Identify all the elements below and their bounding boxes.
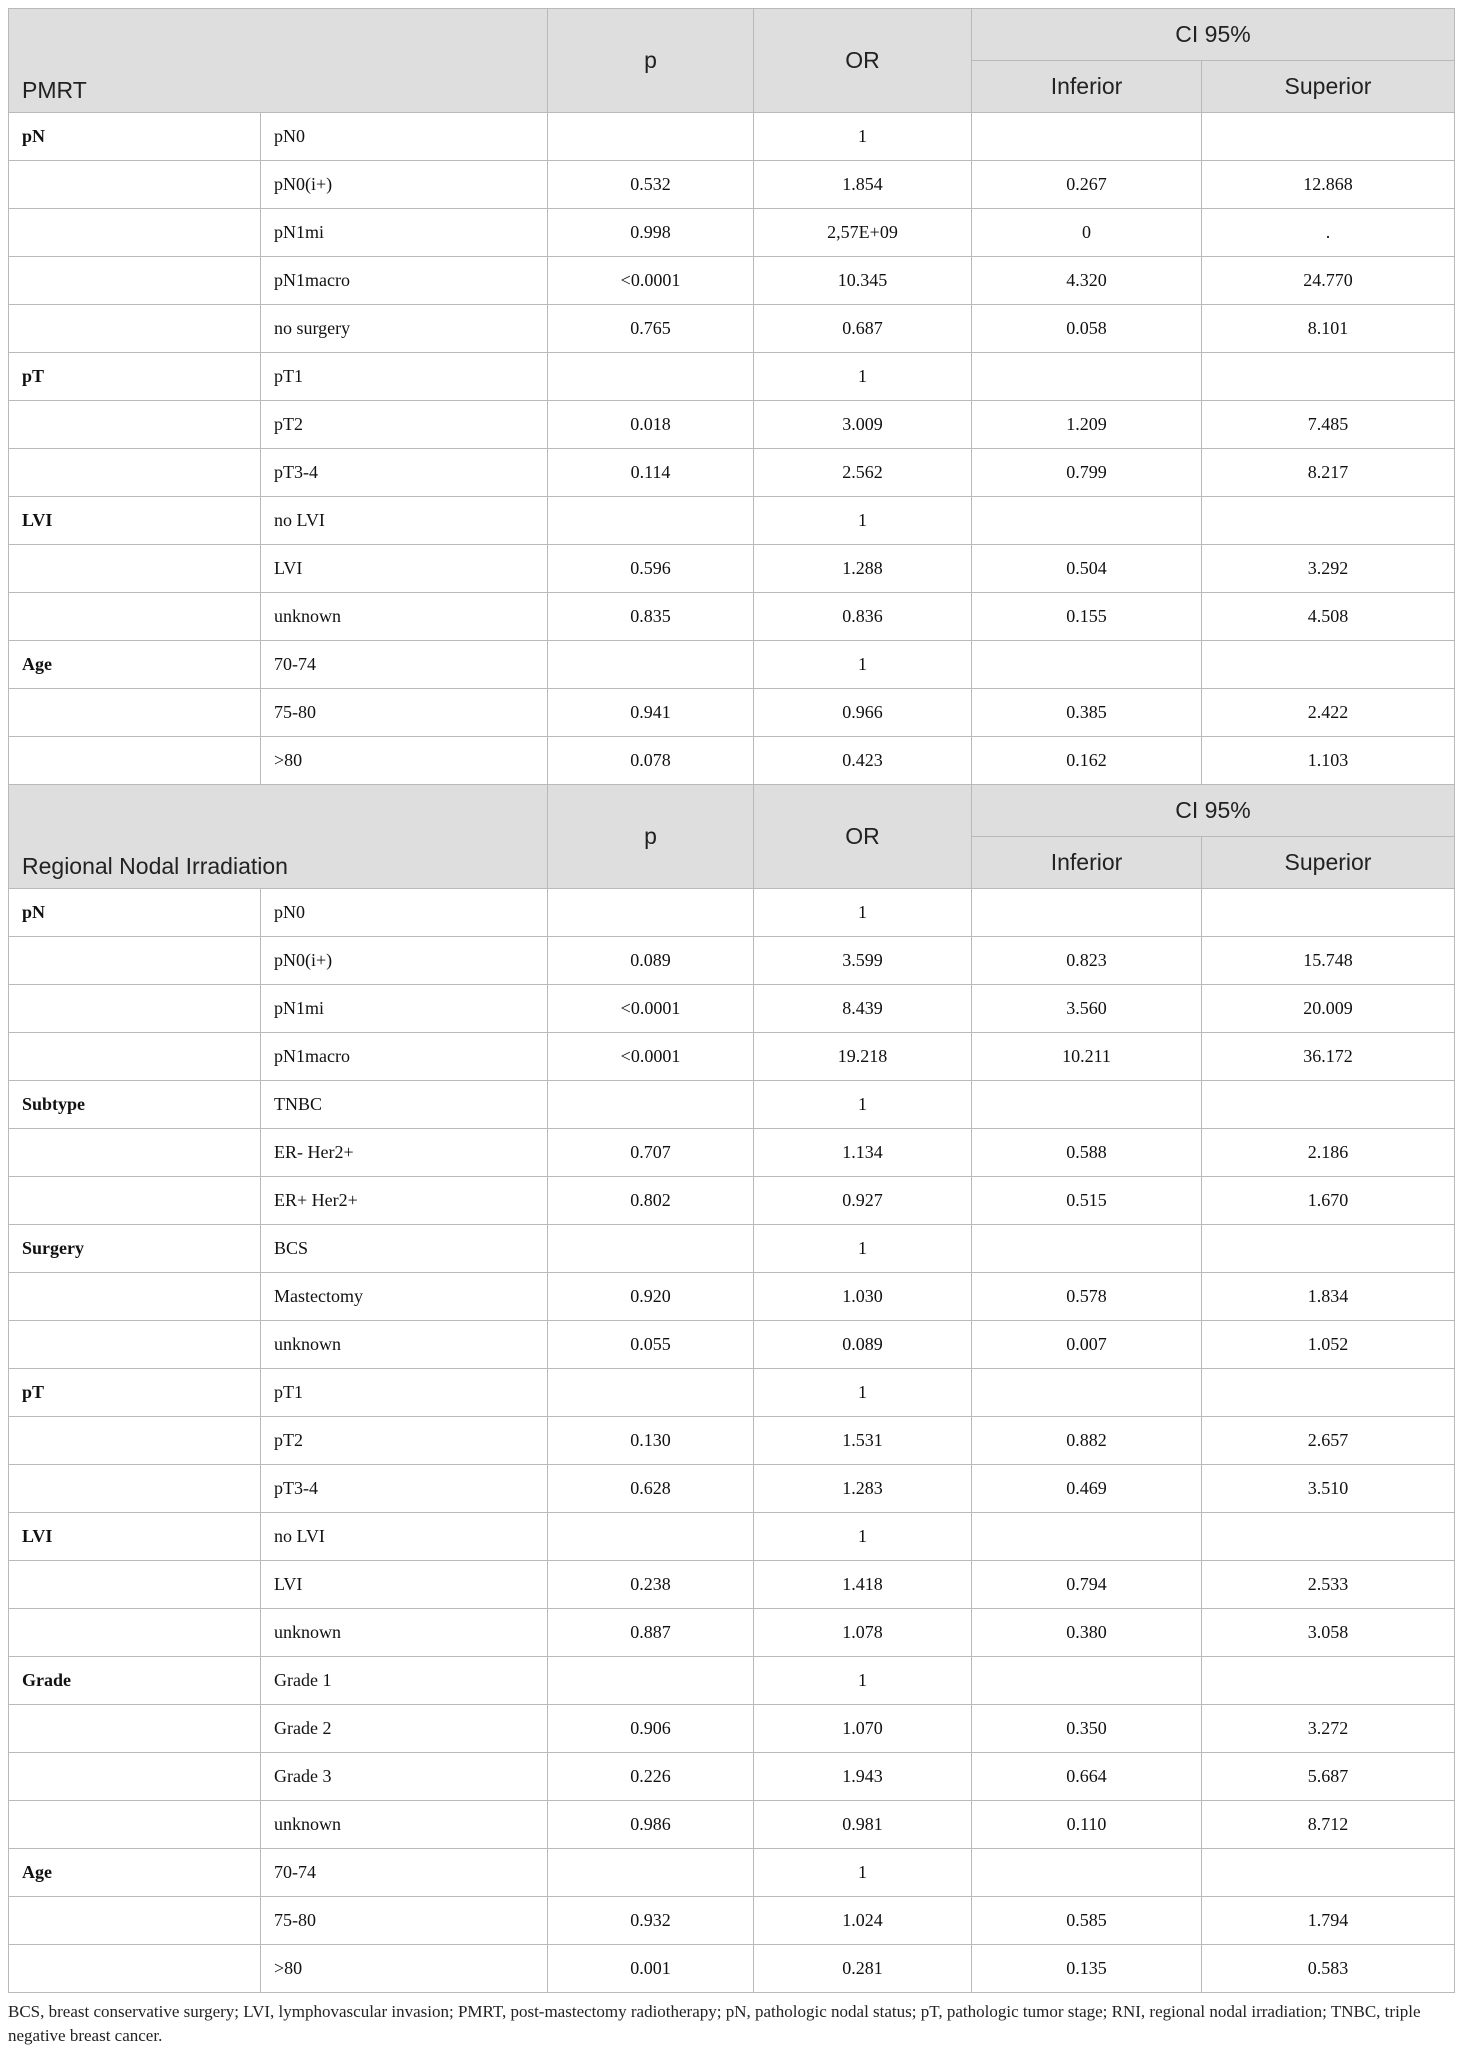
variable-cell [9, 1129, 261, 1177]
table-row [9, 1129, 1455, 1177]
ci-superior-cell [1202, 497, 1455, 545]
category-cell: Grade 2 [261, 1705, 548, 1753]
table-row [9, 1177, 1455, 1225]
category-cell: Grade 3 [261, 1753, 548, 1801]
ci-inferior-header: Inferior [972, 837, 1202, 889]
odds-ratio-cell: 1 [754, 889, 972, 937]
p-value-cell [548, 1513, 754, 1561]
section-header-row [9, 9, 1455, 61]
p-value-cell [548, 1369, 754, 1417]
ci-superior-cell: 0.583 [1202, 1945, 1455, 1993]
category-cell: pT3-4 [261, 449, 548, 497]
p-value-cell: 0.130 [548, 1417, 754, 1465]
table-row [9, 1321, 1455, 1369]
ci-inferior-cell [972, 1513, 1202, 1561]
table-row [9, 401, 1455, 449]
ci-superior-cell: 7.485 [1202, 401, 1455, 449]
ci-inferior-cell: 0.882 [972, 1417, 1202, 1465]
confidence-interval-header: CI 95% [972, 9, 1455, 61]
ci-inferior-cell: 0.267 [972, 161, 1202, 209]
ci-inferior-cell: 0.007 [972, 1321, 1202, 1369]
ci-superior-cell [1202, 1369, 1455, 1417]
table-row [9, 985, 1455, 1033]
ci-inferior-cell: 0.664 [972, 1753, 1202, 1801]
ci-inferior-cell [972, 641, 1202, 689]
ci-superior-cell: 15.748 [1202, 937, 1455, 985]
category-cell: Grade 1 [261, 1657, 548, 1705]
odds-ratio-cell: 1.070 [754, 1705, 972, 1753]
ci-superior-cell: 3.510 [1202, 1465, 1455, 1513]
table-row [9, 689, 1455, 737]
category-cell: unknown [261, 593, 548, 641]
variable-cell [9, 1273, 261, 1321]
ci-superior-cell [1202, 1081, 1455, 1129]
p-value-cell: 0.986 [548, 1801, 754, 1849]
odds-ratio-cell: 1 [754, 1081, 972, 1129]
ci-inferior-cell: 0.578 [972, 1273, 1202, 1321]
p-value-cell: 0.226 [548, 1753, 754, 1801]
table-row [9, 1561, 1455, 1609]
p-value-cell: 0.998 [548, 209, 754, 257]
ci-superior-cell: 1.670 [1202, 1177, 1455, 1225]
odds-ratio-cell: 0.423 [754, 737, 972, 785]
section-title: Regional Nodal Irradiation [9, 785, 548, 889]
odds-ratio-cell: 10.345 [754, 257, 972, 305]
category-cell: ER+ Her2+ [261, 1177, 548, 1225]
category-cell: pN1mi [261, 209, 548, 257]
p-value-cell: 0.932 [548, 1897, 754, 1945]
variable-cell [9, 1801, 261, 1849]
p-value-header: p [548, 785, 754, 889]
variable-cell: Grade [9, 1657, 261, 1705]
odds-ratio-cell: 1.288 [754, 545, 972, 593]
p-value-cell: 0.078 [548, 737, 754, 785]
odds-ratio-cell: 3.599 [754, 937, 972, 985]
ci-inferior-cell: 4.320 [972, 257, 1202, 305]
p-value-cell [548, 1225, 754, 1273]
variable-cell [9, 449, 261, 497]
ci-inferior-cell: 0.469 [972, 1465, 1202, 1513]
p-value-cell: 0.941 [548, 689, 754, 737]
variable-cell: pN [9, 113, 261, 161]
p-value-cell: 0.055 [548, 1321, 754, 1369]
category-cell: no LVI [261, 497, 548, 545]
ci-inferior-cell: 0.799 [972, 449, 1202, 497]
odds-ratio-cell: 1 [754, 1369, 972, 1417]
table-row [9, 1081, 1455, 1129]
table-row [9, 1225, 1455, 1273]
table-row [9, 1945, 1455, 1993]
category-cell: pN0(i+) [261, 937, 548, 985]
ci-inferior-cell [972, 353, 1202, 401]
ci-inferior-cell [972, 1225, 1202, 1273]
category-cell: LVI [261, 1561, 548, 1609]
category-cell: no surgery [261, 305, 548, 353]
odds-ratio-cell: 0.927 [754, 1177, 972, 1225]
category-cell: unknown [261, 1321, 548, 1369]
odds-ratio-cell: 1 [754, 641, 972, 689]
variable-cell: LVI [9, 1513, 261, 1561]
ci-superior-header: Superior [1202, 61, 1455, 113]
odds-ratio-cell: 1 [754, 1225, 972, 1273]
odds-ratio-cell: 19.218 [754, 1033, 972, 1081]
ci-inferior-cell [972, 497, 1202, 545]
variable-cell: LVI [9, 497, 261, 545]
category-cell: unknown [261, 1609, 548, 1657]
odds-ratio-cell: 0.089 [754, 1321, 972, 1369]
odds-ratio-cell: 1.283 [754, 1465, 972, 1513]
category-cell: Mastectomy [261, 1273, 548, 1321]
variable-cell [9, 737, 261, 785]
table-row [9, 1609, 1455, 1657]
p-value-cell: 0.089 [548, 937, 754, 985]
table-row [9, 1465, 1455, 1513]
ci-superior-cell: 3.272 [1202, 1705, 1455, 1753]
ci-superior-cell: 1.103 [1202, 737, 1455, 785]
p-value-cell: 0.532 [548, 161, 754, 209]
section-header-row [9, 785, 1455, 837]
confidence-interval-header: CI 95% [972, 785, 1455, 837]
ci-superior-cell: 1.052 [1202, 1321, 1455, 1369]
odds-ratio-cell: 3.009 [754, 401, 972, 449]
table-row [9, 305, 1455, 353]
table-row [9, 1513, 1455, 1561]
ci-inferior-cell: 10.211 [972, 1033, 1202, 1081]
odds-ratio-cell: 2.562 [754, 449, 972, 497]
table-row [9, 545, 1455, 593]
ci-superior-cell: 20.009 [1202, 985, 1455, 1033]
odds-ratio-cell: 1 [754, 497, 972, 545]
variable-cell: Age [9, 1849, 261, 1897]
table-row [9, 1705, 1455, 1753]
p-value-header: p [548, 9, 754, 113]
category-cell: pT1 [261, 353, 548, 401]
ci-inferior-cell: 3.560 [972, 985, 1202, 1033]
ci-superior-cell: 36.172 [1202, 1033, 1455, 1081]
table-row [9, 641, 1455, 689]
odds-ratio-cell: 1.078 [754, 1609, 972, 1657]
ci-superior-cell: 2.657 [1202, 1417, 1455, 1465]
category-cell: LVI [261, 545, 548, 593]
table-row [9, 1849, 1455, 1897]
p-value-cell: 0.835 [548, 593, 754, 641]
odds-ratio-cell: 1 [754, 1657, 972, 1705]
variable-cell [9, 1609, 261, 1657]
ci-inferior-cell: 0.350 [972, 1705, 1202, 1753]
p-value-cell: 0.238 [548, 1561, 754, 1609]
p-value-cell: <0.0001 [548, 1033, 754, 1081]
p-value-cell [548, 1081, 754, 1129]
odds-ratio-cell: 1.134 [754, 1129, 972, 1177]
category-cell: pN1mi [261, 985, 548, 1033]
ci-inferior-cell [972, 1369, 1202, 1417]
category-cell: pT1 [261, 1369, 548, 1417]
ci-superior-cell [1202, 1225, 1455, 1273]
category-cell: pT2 [261, 401, 548, 449]
odds-ratio-header: OR [754, 9, 972, 113]
ci-superior-cell [1202, 889, 1455, 937]
variable-cell: Subtype [9, 1081, 261, 1129]
table-row [9, 1801, 1455, 1849]
category-cell: 70-74 [261, 1849, 548, 1897]
ci-superior-cell: 2.533 [1202, 1561, 1455, 1609]
ci-superior-cell: 4.508 [1202, 593, 1455, 641]
ci-inferior-cell: 0.135 [972, 1945, 1202, 1993]
table-row [9, 1417, 1455, 1465]
odds-ratio-cell: 1 [754, 1849, 972, 1897]
ci-inferior-cell [972, 889, 1202, 937]
table-row [9, 497, 1455, 545]
ci-inferior-cell [972, 1081, 1202, 1129]
results-table-container [8, 8, 1454, 2048]
p-value-cell [548, 641, 754, 689]
variable-cell [9, 689, 261, 737]
ci-inferior-cell: 0 [972, 209, 1202, 257]
odds-ratio-cell: 0.966 [754, 689, 972, 737]
odds-ratio-cell: 0.836 [754, 593, 972, 641]
variable-cell [9, 1897, 261, 1945]
ci-inferior-cell: 1.209 [972, 401, 1202, 449]
ci-inferior-cell [972, 1849, 1202, 1897]
variable-cell [9, 545, 261, 593]
ci-inferior-cell: 0.385 [972, 689, 1202, 737]
table-row [9, 161, 1455, 209]
odds-ratio-cell: 1.531 [754, 1417, 972, 1465]
category-cell: pT3-4 [261, 1465, 548, 1513]
p-value-cell: 0.596 [548, 545, 754, 593]
odds-ratio-cell: 1.418 [754, 1561, 972, 1609]
table-row [9, 889, 1455, 937]
table-row [9, 1033, 1455, 1081]
table-row [9, 1897, 1455, 1945]
ci-superior-cell: 5.687 [1202, 1753, 1455, 1801]
category-cell: pT2 [261, 1417, 548, 1465]
ci-inferior-header: Inferior [972, 61, 1202, 113]
ci-superior-cell: 12.868 [1202, 161, 1455, 209]
ci-inferior-cell [972, 113, 1202, 161]
category-cell: ER- Her2+ [261, 1129, 548, 1177]
table-row [9, 257, 1455, 305]
ci-superior-cell: 8.217 [1202, 449, 1455, 497]
odds-ratio-cell: 1 [754, 113, 972, 161]
p-value-cell: 0.628 [548, 1465, 754, 1513]
odds-ratio-cell: 0.981 [754, 1801, 972, 1849]
p-value-cell: 0.001 [548, 1945, 754, 1993]
table-row [9, 737, 1455, 785]
p-value-cell: <0.0001 [548, 257, 754, 305]
p-value-cell: 0.765 [548, 305, 754, 353]
p-value-cell [548, 889, 754, 937]
variable-cell [9, 1753, 261, 1801]
ci-inferior-cell: 0.504 [972, 545, 1202, 593]
variable-cell [9, 1945, 261, 1993]
variable-cell [9, 1321, 261, 1369]
variable-cell [9, 593, 261, 641]
table-row [9, 1657, 1455, 1705]
ci-inferior-cell: 0.110 [972, 1801, 1202, 1849]
category-cell: >80 [261, 737, 548, 785]
odds-ratio-cell: 1.024 [754, 1897, 972, 1945]
variable-cell [9, 305, 261, 353]
ci-inferior-cell: 0.585 [972, 1897, 1202, 1945]
p-value-cell [548, 1657, 754, 1705]
p-value-cell [548, 113, 754, 161]
ci-superior-cell: 24.770 [1202, 257, 1455, 305]
category-cell: pN0 [261, 889, 548, 937]
category-cell: 75-80 [261, 1897, 548, 1945]
category-cell: pN0(i+) [261, 161, 548, 209]
ci-superior-cell: 2.422 [1202, 689, 1455, 737]
table-row [9, 1369, 1455, 1417]
ci-superior-cell: 2.186 [1202, 1129, 1455, 1177]
p-value-cell [548, 1849, 754, 1897]
ci-inferior-cell: 0.794 [972, 1561, 1202, 1609]
ci-inferior-cell [972, 1657, 1202, 1705]
variable-cell [9, 1177, 261, 1225]
ci-superior-cell: 3.292 [1202, 545, 1455, 593]
p-value-cell: 0.906 [548, 1705, 754, 1753]
odds-ratio-cell: 2,57E+09 [754, 209, 972, 257]
category-cell: no LVI [261, 1513, 548, 1561]
odds-ratio-cell: 1 [754, 353, 972, 401]
variable-cell [9, 1033, 261, 1081]
p-value-cell: 0.887 [548, 1609, 754, 1657]
odds-ratio-cell: 8.439 [754, 985, 972, 1033]
table-row [9, 1273, 1455, 1321]
variable-cell: pT [9, 353, 261, 401]
p-value-cell [548, 353, 754, 401]
p-value-cell: 0.707 [548, 1129, 754, 1177]
table-row [9, 113, 1455, 161]
table-footnote: BCS, breast conservative surgery; LVI, lymphovascular invasion; PMRT, post-mastectomy radiotherapy; pN, pathologic nodal status; pT, pathologic tumor stage; RNI, regional nodal irradiation; TNBC, triple negative breast cancer. [8, 2002, 1421, 2045]
ci-inferior-cell: 0.162 [972, 737, 1202, 785]
ci-superior-cell [1202, 353, 1455, 401]
ci-superior-cell [1202, 1849, 1455, 1897]
p-value-cell: 0.018 [548, 401, 754, 449]
variable-cell [9, 985, 261, 1033]
variable-cell [9, 401, 261, 449]
variable-cell [9, 1465, 261, 1513]
variable-cell [9, 1417, 261, 1465]
p-value-cell: 0.114 [548, 449, 754, 497]
odds-ratio-cell: 1.030 [754, 1273, 972, 1321]
ci-inferior-cell: 0.380 [972, 1609, 1202, 1657]
variable-cell [9, 937, 261, 985]
ci-superior-cell: 3.058 [1202, 1609, 1455, 1657]
odds-ratio-cell: 1.943 [754, 1753, 972, 1801]
ci-superior-cell: 1.834 [1202, 1273, 1455, 1321]
table-row [9, 937, 1455, 985]
table-row [9, 449, 1455, 497]
section-title: PMRT [9, 9, 548, 113]
variable-cell [9, 1561, 261, 1609]
variable-cell: Surgery [9, 1225, 261, 1273]
variable-cell: pN [9, 889, 261, 937]
ci-superior-cell [1202, 1513, 1455, 1561]
table-row [9, 1753, 1455, 1801]
category-cell: 70-74 [261, 641, 548, 689]
odds-ratio-cell: 1 [754, 1513, 972, 1561]
variable-cell: Age [9, 641, 261, 689]
ci-inferior-cell: 0.058 [972, 305, 1202, 353]
odds-ratio-cell: 0.281 [754, 1945, 972, 1993]
ci-superior-cell [1202, 641, 1455, 689]
ci-inferior-cell: 0.823 [972, 937, 1202, 985]
ci-superior-cell [1202, 1657, 1455, 1705]
table-row [9, 209, 1455, 257]
ci-superior-cell: 8.712 [1202, 1801, 1455, 1849]
category-cell: BCS [261, 1225, 548, 1273]
ci-inferior-cell: 0.155 [972, 593, 1202, 641]
category-cell: >80 [261, 1945, 548, 1993]
variable-cell [9, 257, 261, 305]
ci-superior-cell [1202, 113, 1455, 161]
ci-superior-header: Superior [1202, 837, 1455, 889]
category-cell: pN1macro [261, 257, 548, 305]
category-cell: unknown [261, 1801, 548, 1849]
p-value-cell: <0.0001 [548, 985, 754, 1033]
p-value-cell: 0.802 [548, 1177, 754, 1225]
ci-inferior-cell: 0.515 [972, 1177, 1202, 1225]
ci-inferior-cell: 0.588 [972, 1129, 1202, 1177]
ci-superior-cell: . [1202, 209, 1455, 257]
p-value-cell [548, 497, 754, 545]
category-cell: TNBC [261, 1081, 548, 1129]
table-row [9, 593, 1455, 641]
variable-cell [9, 1705, 261, 1753]
variable-cell: pT [9, 1369, 261, 1417]
category-cell: pN0 [261, 113, 548, 161]
odds-ratio-table [8, 8, 1455, 1993]
category-cell: 75-80 [261, 689, 548, 737]
ci-superior-cell: 1.794 [1202, 1897, 1455, 1945]
p-value-cell: 0.920 [548, 1273, 754, 1321]
variable-cell [9, 209, 261, 257]
variable-cell [9, 161, 261, 209]
table-row [9, 353, 1455, 401]
odds-ratio-cell: 0.687 [754, 305, 972, 353]
category-cell: pN1macro [261, 1033, 548, 1081]
odds-ratio-cell: 1.854 [754, 161, 972, 209]
odds-ratio-header: OR [754, 785, 972, 889]
ci-superior-cell: 8.101 [1202, 305, 1455, 353]
